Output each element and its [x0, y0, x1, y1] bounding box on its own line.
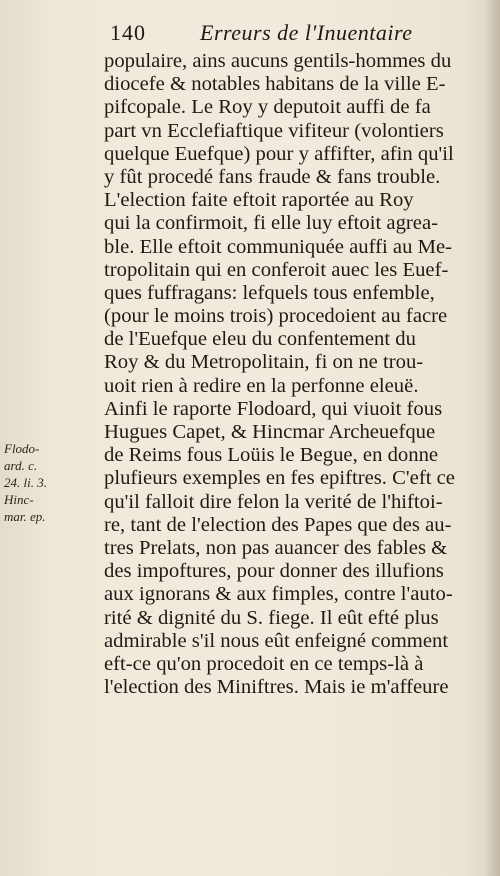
text-line: ques fuffragans: lefquels tous enfemble,: [104, 282, 435, 304]
text-line: qu'il falloit dire felon la verité de l'hiftoi-: [104, 491, 443, 513]
page-header: [110, 20, 480, 48]
text-line: Hugues Capet, & Hincmar Archeuefque: [104, 422, 436, 443]
text-line: de l'Euefque eleu du confentement du: [104, 329, 416, 351]
body-text: [104, 50, 484, 699]
text-line: eft-ce qu'on procedoit en ce temps-là à: [104, 653, 424, 675]
text-line: qui la confirmoit, fi elle luy eftoit agrea-: [104, 213, 439, 235]
text-line: uoit rien à redire en la perfonne eleuë.: [104, 375, 419, 397]
text-line: diocefe & notables habitans de la ville E-: [104, 74, 446, 96]
margin-note-line: Flodo-: [4, 441, 40, 456]
text-line: de Reims fous Loüis le Begue, en donne: [104, 445, 439, 467]
text-line: l'election des Miniftres. Mais ie m'affeure: [104, 677, 449, 699]
text-line: ble. Elle eftoit communiquée auffi au Me-: [104, 236, 453, 258]
text-line: quelque Euefque) pour y affifter, afin qu'il: [104, 143, 454, 165]
text-line: plufieurs exemples en fes epiftres. C'eft ce: [104, 468, 455, 490]
text-line: des impoftures, pour donner des illufions: [104, 561, 444, 583]
margin-note-line: ard. c.: [4, 458, 38, 473]
margin-note-line: 24. li. 3.: [4, 475, 47, 490]
page-number: 140: [110, 20, 146, 45]
text-line: aux ignorans & aux fimples, contre l'auto-: [104, 584, 453, 606]
running-title: Erreurs de l'Inuentaire: [200, 20, 413, 45]
text-line: part vn Ecclefiaftique vifiteur (volontiers: [104, 120, 444, 142]
text-line: y fût procedé fans fraude & fans trouble.: [104, 166, 441, 188]
text-line: Roy & du Metropolitain, fi on ne trou-: [104, 352, 424, 374]
text-line: tropolitain qui en conferoit auec les Euef-: [104, 259, 449, 281]
text-line: L'election faite eftoit raportée au Roy: [104, 190, 414, 212]
text-line: re, tant de l'election des Papes que des au-: [104, 514, 452, 536]
text-line: admirable s'il nous eût enfeigné comment: [104, 630, 449, 652]
text-line: pifcopale. Le Roy y deputoit auffi de fa: [104, 97, 431, 119]
margin-note: [4, 440, 96, 525]
margin-note-line: mar. ep.: [4, 509, 46, 524]
margin-note-line: Hinc-: [4, 492, 34, 507]
text-line: populaire, ains aucuns gentils-hommes du: [104, 51, 452, 72]
text-line: Ainfi le raporte Flodoard, qui viuoit fous: [104, 398, 443, 420]
text-line: rité & dignité du S. fiege. Il eût efté plus: [104, 607, 439, 629]
text-line: (pour le moins trois) procedoient au facre: [104, 306, 448, 328]
text-line: tres Prelats, non pas auancer des fables &: [104, 537, 448, 559]
